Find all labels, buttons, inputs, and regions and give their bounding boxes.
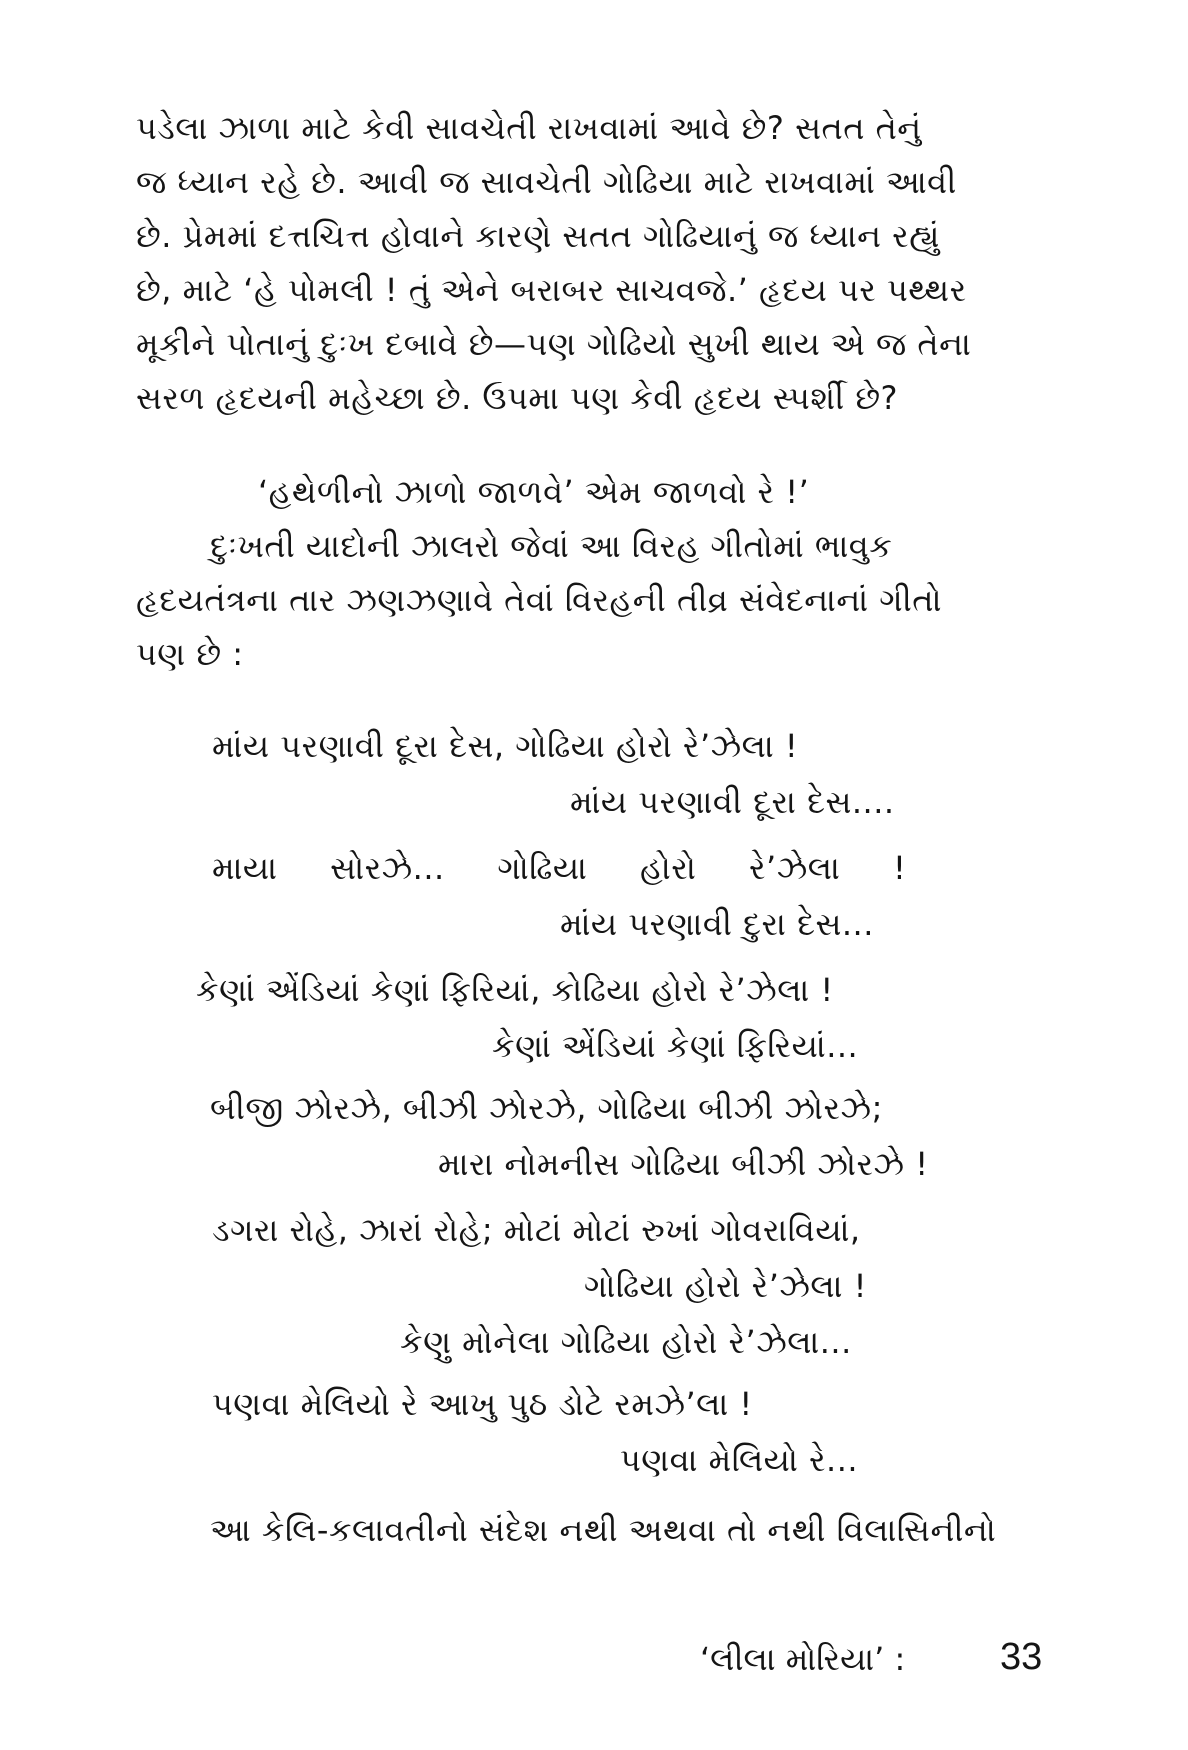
- song-line: માયા સોરઝે... ગોઢિયા હોરો રે’ઝેલા !: [212, 849, 907, 887]
- paragraph-2-line: દુઃખતી યાદોની ઝાલરો જેવાં આ વિરહ ગીતોમાં ભાવુક: [210, 527, 893, 565]
- song-line: કેણુ મોનેલા ગોઢિયા હોરો રે’ઝેલા...: [400, 1323, 852, 1361]
- paragraph-2-line: પણ છે :: [136, 635, 244, 673]
- song-line: ડગરા રોહે, ઝારાં રોહે; મોટાં મોટાં રુખાં ગોવરાવિયાં,: [212, 1211, 861, 1249]
- paragraph-1-line: પડેલા ઝાળા માટે કેવી સાવચેતી રાખવામાં આવે છે? સતત તેનું: [136, 109, 922, 147]
- paragraph-1-line: જ ધ્યાન રહે છે. આવી જ સાવચેતી ગોઢિયા માટે રાખવામાં આવી: [136, 163, 957, 201]
- song-line: મારા નોમનીસ ગોઢિયા બીઝી ઝોરઝે !: [438, 1145, 929, 1183]
- song-line: ગોઢિયા હોરો રે’ઝેલા !: [584, 1267, 867, 1305]
- page-number: 33: [1000, 1636, 1043, 1678]
- song-line: પણવા મેલિયો રે...: [620, 1441, 859, 1479]
- paragraph-1-line: છે. પ્રેમમાં દત્તચિત્ત હોવાને કારણે સતત ગોઢિયાનું જ ધ્યાન રહ્યું: [136, 217, 940, 255]
- paragraph-1-line: છે, માટે ‘હે પોમલી ! તું એને બરાબર સાચવજે.’ હૃદય પર પથ્થર: [136, 271, 967, 309]
- song-line: કેણાં એંડિયાં કેણાં ફિરિયાં, કોઢિયા હોરો રે’ઝેલા !: [196, 971, 834, 1009]
- song-line: કેણાં એંડિયાં કેણાં ફિરિયાં...: [492, 1027, 859, 1065]
- song-line: માંય પરણાવી દુરા દેસ...: [560, 905, 874, 943]
- paragraph-1-line: મૂકીને પોતાનું દુઃખ દબાવે છે—પણ ગોઢિયો સુખી થાય એ જ તેના: [136, 325, 972, 363]
- song-line: બીજી ઝોરઝે, બીઝી ઝોરઝે, ગોઢિયા બીઝી ઝોરઝે;: [210, 1089, 883, 1127]
- quote-line: ‘હથેળીનો ઝાળો જાળવે’ એમ જાળવો રે !’: [258, 473, 810, 511]
- paragraph-3-line: આ કેલિ-કલાવતીનો સંદેશ નથી અથવા તો નથી વિલાસિનીનો: [210, 1511, 997, 1549]
- paragraph-1-line: સરળ હૃદયની મહેચ્છા છે. ઉપમા પણ કેવી હૃદય સ્પર્શી છે?: [136, 379, 899, 417]
- song-line: માંય પરણાવી દૂરા દેસ, ગોઢિયા હોરો રે’ઝેલા !: [212, 727, 799, 765]
- song-line: પણવા મેલિયો રે આખુ પુઠ ડોટે રમઝે’લા !: [212, 1385, 753, 1423]
- paragraph-2-line: હૃદયતંત્રના તાર ઝણઝણાવે તેવાં વિરહની તીવ્ર સંવેદનાનાં ગીતો: [136, 581, 942, 619]
- footer-title: ‘લીલા મોરિયા’ :: [700, 1640, 906, 1678]
- song-line: માંય પરણાવી દૂરા દેસ....: [570, 783, 895, 821]
